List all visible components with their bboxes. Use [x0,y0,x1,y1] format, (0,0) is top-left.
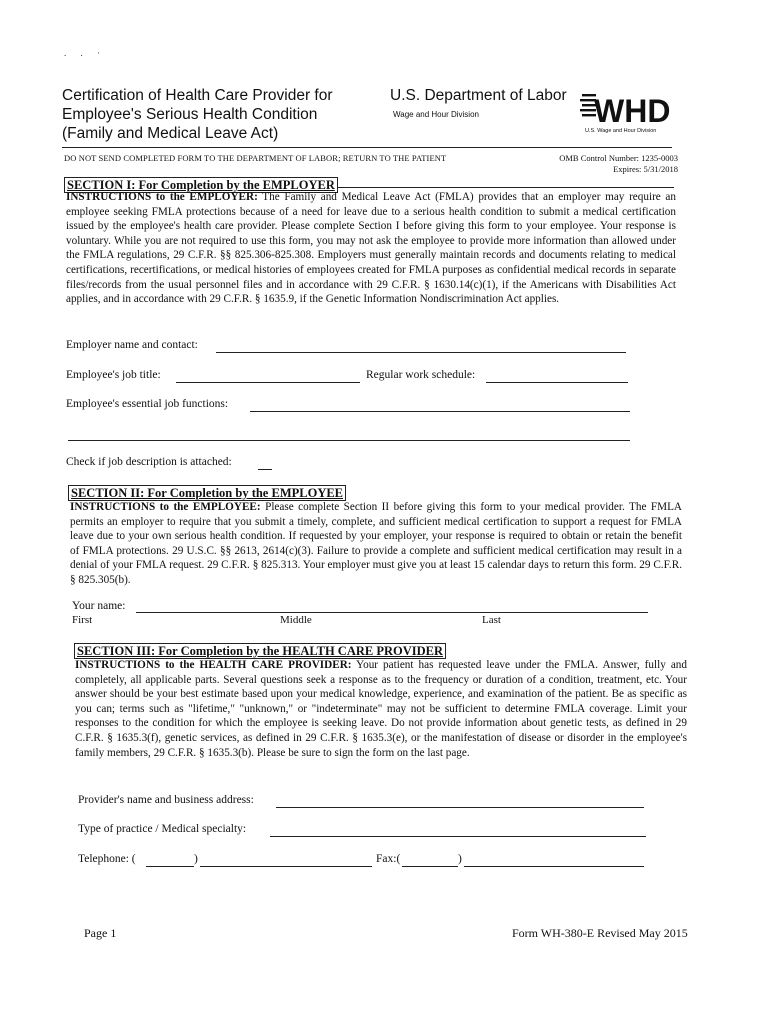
omb-block [550,153,678,175]
essential-functions-field[interactable] [250,411,630,412]
provider-name-field[interactable] [276,807,644,808]
section2-instructions-label: INSTRUCTIONS to the EMPLOYEE: [70,501,261,513]
telephone-number-field[interactable] [200,866,372,867]
expiration-date: Expires: 5/31/2018 [613,164,678,174]
section1-heading: SECTION I: For Completion by the EMPLOYER [64,177,338,193]
practice-specialty-field[interactable] [270,836,646,837]
telephone-label: Telephone: ( [78,853,136,865]
first-name-label: First [72,614,93,626]
section3-instructions-label: INSTRUCTIONS to the HEALTH CARE PROVIDER: [75,659,352,671]
telephone-close-paren: ) [194,853,198,865]
fax-label: Fax:( [376,853,401,865]
section3-instructions-text: Your patient has requested leave under the FMLA. Answer, fully and completely, all applicable parts. Several questions seek a response as to the frequency or duration of a condition, treatment, etc. Your answer should be your best estimate based upon your medical knowledge, experience, and examination of the patient. Be as specific as you can; terms such as "lifetime," "unknown," or "indeterminate" may not be sufficient to determine FMLA coverage. Limit your responses to the condition for which the employee is seeking leave. Do not provide information about genetic tests, as defined in 29 C.F.R. § 1635.3(f), genetic services, as defined in 29 C.F.R. § 1635.3(e), or the manifestation of disease or disorder in the employee's family members, 29 C.F.R. § 1635.3(b). Please be sure to sign the form on the last page. [75,659,687,759]
job-description-checkbox[interactable] [258,469,272,470]
division-name: Wage and Hour Division [393,110,479,119]
scan-specks: . . · [64,48,106,58]
telephone-area-code-field[interactable] [146,866,194,867]
fax-number-field[interactable] [464,866,644,867]
form-identifier: Form WH-380-E Revised May 2015 [512,926,688,940]
return-notice: DO NOT SEND COMPLETED FORM TO THE DEPARTMENT OF LABOR; RETURN TO THE PATIENT [64,153,447,163]
employer-name-field[interactable] [216,352,626,353]
section3-instructions [75,658,687,760]
job-title-label: Employee's job title: [66,369,161,381]
omb-number: OMB Control Number: 1235-0003 [559,153,678,163]
fax-close-paren: ) [458,853,462,865]
section2-instructions [70,500,682,588]
section2-heading: SECTION II: For Completion by the EMPLOYEE [68,485,346,501]
practice-specialty-label: Type of practice / Medical specialty: [78,823,247,835]
section2-instructions-text: Please complete Section II before giving this form to your medical provider. The FMLA permits an employer to require that you submit a timely, complete, and sufficient medical certification to support a request for FMLA leave due to your own serious health condition. If requested by your employer, your response is required to obtain or retain the benefit of FMLA protections. 29 U.S.C. §§ 2613, 2614(c)(3). Failure to provide a complete and sufficient medical certification may result in a denial of your FMLA request. 29 C.F.R. § 825.313. Your employer must give you at least 15 calendar days to return this form. 29 C.F.R. § 825.305(b). [70,501,682,586]
essential-functions-field-line2[interactable] [68,440,630,441]
logo-subtext: U.S. Wage and Hour Division [585,128,657,134]
your-name-field[interactable] [136,612,648,613]
department-name: U.S. Department of Labor [390,87,567,104]
form-title: Certification of Health Care Provider for Employee's Serious Health Condition (Family and Medical Leave Act) [62,87,333,142]
essential-functions-label: Employee's essential job functions: [66,398,229,410]
section3-heading: SECTION III: For Completion by the HEALTH CARE PROVIDER [74,643,446,659]
work-schedule-field[interactable] [486,382,628,383]
your-name-label: Your name: [72,600,126,612]
section1-instructions [66,190,676,307]
employer-name-label: Employer name and contact: [66,339,198,351]
header-rule [62,147,672,148]
job-description-label: Check if job description is attached: [66,456,232,468]
work-schedule-label: Regular work schedule: [366,369,476,381]
middle-name-label: Middle [280,614,312,626]
page-number: Page 1 [84,926,117,940]
logo-lettering: WHD [594,93,670,129]
fax-area-code-field[interactable] [402,866,458,867]
job-title-field[interactable] [176,382,360,383]
last-name-label: Last [482,614,501,626]
section1-instructions-label: INSTRUCTIONS to the EMPLOYER: [66,191,258,203]
section1-instructions-text: The Family and Medical Leave Act (FMLA) provides that an employer may require an employee seeking FMLA protections because of a need for leave due to a serious health condition to submit a medical certification issued by the employee's health care provider. Please complete Section I before giving this form to your employee. Your response is voluntary. While you are not required to use this form, you may not ask the employee to provide more information than allowed under the FMLA regulations, 29 C.F.R. §§ 825.306-825.308. Employers must generally maintain records and documents relating to medical certifications, recertifications, or medical histories of employees created for FMLA purposes as confidential medical records in separate files/records from the usual personnel files and in accordance with 29 C.F.R. § 1630.14(c)(1), if the Americans with Disabilities Act applies, and in accordance with 29 C.F.R. § 1635.9, if the Genetic Information Nondiscrimination Act applies. [66,191,676,306]
provider-name-label: Provider's name and business address: [78,794,254,806]
